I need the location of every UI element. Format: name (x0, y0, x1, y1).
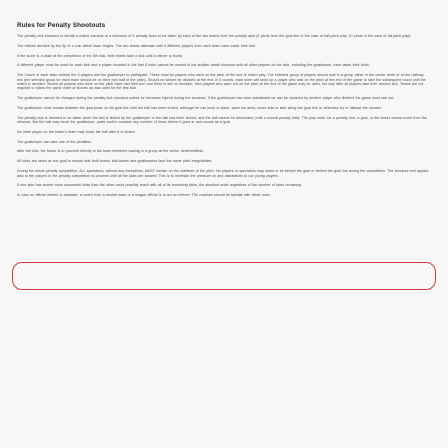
paragraph-early-end: If one side has scored more successful kicks than the other could possibly reach with all of its remaining kicks, the shootout ends regardless of the number of kicks remaining. (17, 183, 303, 188)
paragraph-spectators: During the whole penalty competition, ALL spectators, without any exceptions, MUST remain on the sidelines of the pitch. No players or spectators may stand or sit behind the goal or behind the goal line during the competition. The shootout end applies also to the players in the penalty competition to proceed until all the kicks are cleared. This is to minimize the pressure on and distractions to our young players. (17, 169, 429, 178)
paragraph-one-goal: All kicks are taken at one goal to ensure that both teams' kick-takers and goalkeepers face the same pitch irregularities. (17, 159, 213, 164)
paragraph-coin-toss: The referee decides by the tip of a coin which team begins. The two teams alternate until 5 different players from each team have made their kick. (17, 43, 257, 48)
highlight-annotation-oval (12, 262, 436, 290)
paragraph-kicks: The penalty kick shootout to decide a match consists of a minimum of 5 penalty kicks to be taken by each of the two teams from the penalty spot (9 yards from the goal line in the case of half-pitch play, 10 yards in the case of full-pitch play). (17, 34, 412, 38)
paragraph-kick-taken: The penalty kick is deemed to be taken when the ball is kicked by the goalkeeper or the ball has been kicked, and the ball cannot be rebounded (until a normal penalty kick). The play ends: for a penalty kick, a goal, or the kicker cannot score from the rebound. But the ball may touch the goalkeeper, posts and/or crossbar any number of times before it goes in and counts as a goal. (17, 115, 427, 125)
paragraph-no-referee: In case no official referee is available, a coach from a neutral team or a league official is to act as referee. The coaches should be familiar with these rules. (17, 193, 271, 198)
document-title: Rules for Penalty Shootouts (17, 22, 106, 29)
paragraph-draw: If the score is a draw at the completion of the 5th kick, both teams take a kick until a winner is found. (17, 53, 183, 58)
paragraph-coach-selection: The Coach of each team selects the 5 players and the goalkeeper to participate. These must be players who were on the pitch at the end of match play. The selected group of players should wait in a group either in the center circle or at the halfway line (the selected group for each team should be on their own half of the pitch). Should no winner be decided at the end of 5 rounds, each team will send up a player who was on the pitch at the end of the game to take the subsequent round until the match is decided. Should all players who were on the pitch have had their turn and there is still no decision, then players who were not on the pitch at the end of the game may be used, but only after all players take their second kick. Teams are not required to follow the same order of kickers as was used for the first kick. (17, 73, 426, 91)
paragraph-after-kick: After the kick, the kicker is to proceed directly to his team members waiting in a group at the center circle/midfield. (17, 149, 204, 154)
paragraph-goalkeeper-change: The goalkeeper cannot be changed during the penalty kick shootout unless he becomes injured during the shootout. If the goalkeeper has been substituted he can be replaced by another player who finished the game must sub out. (17, 95, 395, 100)
paragraph-different-player: A different player must be used for each kick and a player involved in the first 5 kicks cannot be reused in the sudden death shootout until all other players on the side, including the goalkeeper, have taken their kicks. (17, 63, 370, 68)
paragraph-no-touch: No other player on the kicker's team may touch the ball after it is kicked. (17, 129, 136, 134)
paragraph-goalkeeper-position: The goalkeeper must remain between the goal-posts on his goal-line until the ball has been kicked, although he can jump in place, wave his arms, move side to side along the goal line or otherwise try to distract the shooter. (17, 105, 382, 110)
paragraph-goalkeeper-kick: The goalkeeper can take one of the penalties. (17, 139, 93, 144)
